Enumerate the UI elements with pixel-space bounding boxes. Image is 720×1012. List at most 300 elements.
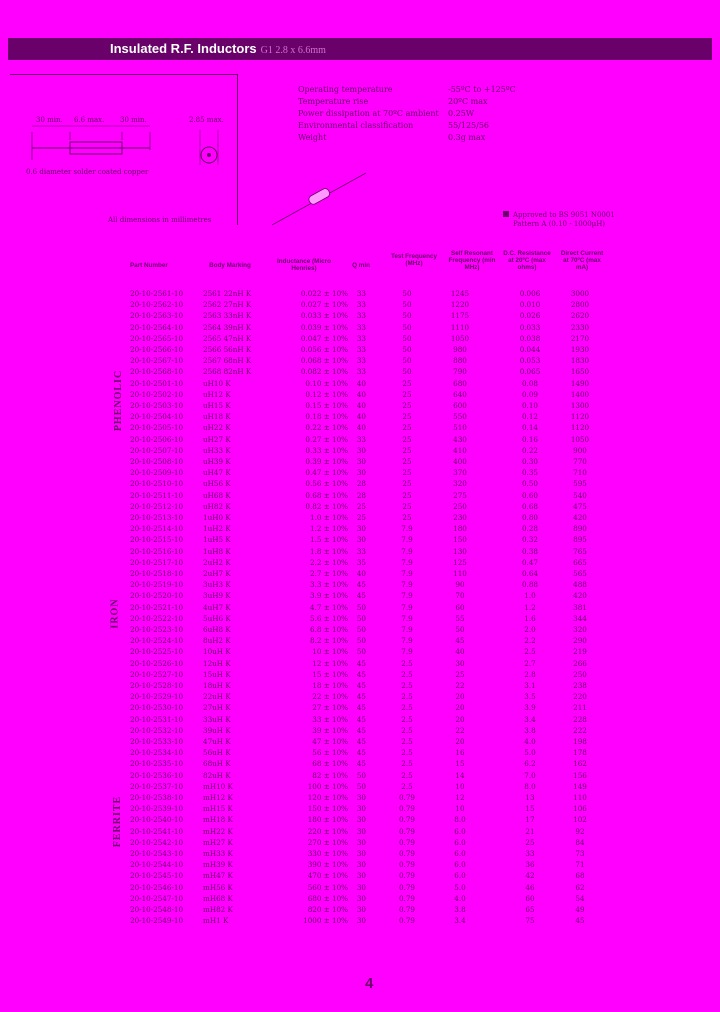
dim-lead-left: 30 min.	[36, 116, 63, 124]
test-frequency-cell: 2.5	[401, 714, 413, 724]
body-marking-cell: 12uH K	[203, 658, 231, 668]
inductance-cell: 1.8 ± 10%	[310, 546, 348, 556]
dc-resistance-cell: 0.010	[519, 300, 541, 310]
dc-resistance-cell: 21	[525, 826, 535, 836]
body-marking-cell: mH1 K	[203, 916, 229, 926]
q-min-cell: 45	[356, 681, 366, 690]
body-marking-cell: uH18 K	[203, 412, 231, 422]
body-marking-cell: 18uH K	[203, 681, 231, 690]
page-subtitle: G1 2.8 x 6.6mm	[260, 45, 326, 56]
q-min-cell: 45	[356, 748, 366, 758]
direct-current-cell: 266	[573, 658, 587, 668]
direct-current-cell: 665	[573, 557, 587, 567]
self-resonant-frequency-cell: 150	[453, 535, 467, 545]
part-number-cell: 20-10-2505-10	[130, 423, 184, 433]
self-resonant-frequency-cell: 3.4	[454, 916, 466, 926]
direct-current-cell: 488	[573, 580, 587, 590]
inductance-cell: 0.056 ± 10%	[300, 345, 348, 354]
direct-current-cell: 540	[573, 490, 587, 500]
test-frequency-cell: 0.79	[398, 882, 415, 892]
test-frequency-cell: 0.79	[398, 837, 415, 847]
dc-resistance-cell: 6.2	[524, 759, 536, 769]
q-min-cell: 33	[356, 367, 366, 377]
self-resonant-frequency-cell: 10	[455, 804, 465, 814]
test-frequency-cell: 25	[402, 401, 412, 410]
dc-resistance-cell: 0.09	[521, 389, 538, 399]
q-min-cell: 33	[356, 546, 366, 556]
inductance-cell: 100 ± 10%	[307, 781, 348, 791]
q-min-cell: 45	[356, 703, 366, 713]
dc-resistance-cell: 0.026	[519, 311, 541, 321]
self-resonant-frequency-cell: 1110	[450, 322, 470, 332]
dc-resistance-cell: 2.8	[524, 669, 536, 679]
direct-current-cell: 92	[575, 826, 585, 836]
body-marking-cell: mH22 K	[203, 826, 233, 836]
self-resonant-frequency-cell: 55	[455, 613, 465, 623]
body-marking-cell: uH15 K	[203, 401, 231, 410]
direct-current-cell: 71	[575, 860, 585, 870]
q-min-cell: 50	[356, 636, 366, 646]
q-min-cell: 45	[356, 692, 366, 702]
q-min-cell: 30	[356, 826, 366, 836]
part-number-cell: 20-10-2538-10	[130, 793, 184, 802]
body-marking-cell: uH22 K	[203, 423, 231, 433]
body-marking-cell: mH33 K	[203, 849, 233, 858]
dc-resistance-cell: 0.80	[521, 513, 538, 522]
col-part-number: Part Number	[130, 262, 168, 269]
direct-current-cell: 84	[575, 837, 585, 847]
inductance-cell: 68 ± 10%	[312, 759, 348, 769]
direct-current-cell: 2620	[570, 311, 590, 321]
part-number-cell: 20-10-2567-10	[130, 356, 184, 366]
dc-resistance-cell: 0.38	[521, 546, 538, 556]
direct-current-cell: 710	[573, 468, 587, 478]
body-marking-cell: uH68 K	[203, 490, 231, 500]
test-frequency-cell: 50	[402, 311, 412, 321]
dc-resistance-cell: 3.8	[524, 725, 536, 735]
test-frequency-cell: 0.79	[398, 849, 415, 858]
body-marking-cell: mH12 K	[203, 793, 233, 802]
self-resonant-frequency-cell: 6.0	[454, 860, 466, 870]
self-resonant-frequency-cell: 40	[455, 647, 465, 657]
dc-resistance-cell: 42	[525, 871, 535, 881]
inductance-cell: 5.6 ± 10%	[310, 613, 348, 623]
q-min-cell: 40	[356, 412, 366, 422]
inductance-cell: 0.068 ± 10%	[300, 356, 348, 366]
approval-square-icon	[503, 211, 509, 217]
direct-current-cell: 3000	[570, 289, 590, 298]
body-marking-cell: 3uH3 K	[203, 580, 231, 590]
dc-resistance-cell: 7.0	[524, 770, 536, 780]
dc-resistance-cell: 3.1	[524, 681, 536, 690]
body-marking-cell: 22uH K	[203, 692, 231, 702]
q-min-cell: 33	[356, 434, 366, 444]
test-frequency-cell: 25	[402, 457, 412, 466]
q-min-cell: 30	[356, 837, 366, 847]
body-marking-cell: 2566 56nH K	[203, 345, 252, 354]
direct-current-cell: 228	[573, 714, 587, 724]
spec-row: Weight 0.3g max	[298, 133, 486, 142]
part-number-cell: 20-10-2562-10	[130, 300, 184, 310]
inductance-cell: 470 ± 10%	[307, 871, 348, 881]
direct-current-cell: 475	[573, 501, 587, 511]
part-number-cell: 20-10-2516-10	[130, 546, 184, 556]
body-marking-cell: 5uH6 K	[203, 613, 231, 623]
body-marking-cell: uH47 K	[203, 468, 231, 478]
inductance-cell: 560 ± 10%	[307, 882, 348, 892]
q-min-cell: 30	[356, 815, 366, 825]
test-frequency-cell: 7.9	[401, 602, 413, 612]
dc-resistance-cell: 13	[525, 793, 535, 802]
body-marking-cell: 47uH K	[203, 737, 231, 746]
body-marking-cell: mH56 K	[203, 882, 233, 892]
direct-current-cell: 49	[575, 905, 585, 914]
inductance-cell: 0.082 ± 10%	[300, 367, 348, 377]
part-number-cell: 20-10-2503-10	[130, 401, 184, 410]
inductance-cell: 0.33 ± 10%	[305, 445, 348, 455]
self-resonant-frequency-cell: 680	[453, 378, 467, 388]
dc-resistance-cell: 15	[525, 804, 535, 814]
inductance-cell: 3.3 ± 10%	[310, 580, 348, 590]
part-number-cell: 20-10-2515-10	[130, 535, 184, 545]
q-min-cell: 40	[356, 401, 366, 410]
direct-current-cell: 2170	[570, 333, 590, 343]
test-frequency-cell: 2.5	[401, 703, 413, 713]
self-resonant-frequency-cell: 180	[453, 524, 467, 534]
inductance-cell: 18 ± 10%	[312, 681, 348, 690]
dc-resistance-cell: 2.2	[524, 636, 536, 646]
part-number-cell: 20-10-2533-10	[130, 737, 184, 746]
inductance-cell: 8.2 ± 10%	[310, 636, 348, 646]
inductance-cell: 0.033 ± 10%	[300, 311, 348, 321]
part-number-cell: 20-10-2530-10	[130, 703, 184, 713]
self-resonant-frequency-cell: 1220	[450, 300, 470, 310]
dc-resistance-cell: 1.0	[524, 591, 536, 601]
test-frequency-cell: 0.79	[398, 905, 415, 914]
direct-current-cell: 222	[573, 725, 587, 735]
page-number: 4	[365, 975, 374, 992]
test-frequency-cell: 50	[402, 322, 412, 332]
q-min-cell: 30	[356, 468, 366, 478]
dc-resistance-cell: 46	[525, 882, 535, 892]
self-resonant-frequency-cell: 275	[453, 490, 467, 500]
dc-resistance-cell: 0.12	[521, 412, 538, 422]
part-number-cell: 20-10-2564-10	[130, 322, 184, 332]
inductance-cell: 39 ± 10%	[312, 725, 348, 735]
self-resonant-frequency-cell: 20	[455, 714, 465, 724]
spec-row: Temperature rise 20ºC max	[298, 97, 488, 106]
part-number-cell: 20-10-2513-10	[130, 513, 184, 522]
dc-resistance-cell: 75	[525, 916, 535, 926]
inductance-cell: 1.5 ± 10%	[310, 535, 348, 545]
dc-resistance-cell: 3.4	[524, 714, 536, 724]
inductance-cell: 0.047 ± 10%	[300, 333, 348, 343]
test-frequency-cell: 2.5	[401, 759, 413, 769]
body-marking-cell: 2568 82nH K	[203, 367, 252, 377]
dc-resistance-cell: 0.50	[521, 479, 538, 489]
self-resonant-frequency-cell: 1245	[450, 289, 470, 298]
direct-current-cell: 381	[573, 602, 587, 612]
self-resonant-frequency-cell: 16	[455, 748, 465, 758]
self-resonant-frequency-cell: 880	[453, 356, 467, 366]
dc-resistance-cell: 0.68	[521, 501, 538, 511]
body-marking-cell: 68uH K	[203, 759, 231, 769]
dc-resistance-cell: 0.32	[521, 535, 538, 545]
direct-current-cell: 770	[573, 457, 587, 466]
q-min-cell: 30	[356, 793, 366, 802]
self-resonant-frequency-cell: 600	[453, 401, 467, 410]
self-resonant-frequency-cell: 400	[453, 457, 467, 466]
direct-current-cell: 110	[573, 793, 587, 802]
test-frequency-cell: 7.9	[401, 636, 413, 646]
test-frequency-cell: 25	[402, 468, 412, 478]
q-min-cell: 50	[356, 602, 366, 612]
inductance-cell: 120 ± 10%	[307, 793, 348, 802]
q-min-cell: 30	[356, 916, 366, 926]
self-resonant-frequency-cell: 22	[455, 681, 465, 690]
self-resonant-frequency-cell: 130	[453, 546, 467, 556]
dc-resistance-cell: 1.2	[524, 602, 536, 612]
q-min-cell: 30	[356, 860, 366, 870]
page-title: Insulated R.F. Inductors G1 2.8 x 6.6mm	[110, 41, 326, 56]
self-resonant-frequency-cell: 110	[453, 569, 467, 578]
part-number-cell: 20-10-2501-10	[130, 378, 184, 388]
test-frequency-cell: 7.9	[401, 647, 413, 657]
inductance-cell: 0.10 ± 10%	[305, 378, 348, 388]
self-resonant-frequency-cell: 22	[455, 725, 465, 735]
q-min-cell: 45	[356, 591, 366, 601]
inductance-cell: 0.15 ± 10%	[305, 401, 348, 410]
direct-current-cell: 45	[575, 916, 585, 926]
q-min-cell: 33	[356, 322, 366, 332]
self-resonant-frequency-cell: 410	[453, 445, 467, 455]
direct-current-cell: 1300	[570, 401, 590, 410]
body-marking-cell: 1uH0 K	[203, 513, 231, 522]
col-dc-resistance: D.C. Resistance at 20ºC (max ohms)	[503, 250, 551, 271]
direct-current-cell: 765	[573, 546, 587, 556]
test-frequency-cell: 2.5	[401, 737, 413, 746]
direct-current-cell: 238	[573, 681, 587, 690]
dc-resistance-cell: 0.22	[521, 445, 538, 455]
q-min-cell: 33	[356, 300, 366, 310]
q-min-cell: 30	[356, 445, 366, 455]
body-marking-cell: 1uH8 K	[203, 546, 231, 556]
inductance-cell: 0.039 ± 10%	[300, 322, 348, 332]
dim-diameter: 2.85 max.	[189, 116, 224, 124]
section-label-ferrite: FERRITE	[112, 795, 124, 848]
dc-resistance-cell: 4.0	[524, 737, 536, 746]
part-number-cell: 20-10-2520-10	[130, 591, 184, 601]
col-self-resonant: Self Resonant Frequency (min MHz)	[448, 250, 496, 271]
inductance-cell: 0.27 ± 10%	[305, 434, 348, 444]
body-marking-cell: mH82 K	[203, 905, 233, 914]
self-resonant-frequency-cell: 510	[453, 423, 467, 433]
self-resonant-frequency-cell: 8.0	[454, 815, 466, 825]
inductance-cell: 0.18 ± 10%	[305, 412, 348, 422]
direct-current-cell: 1050	[570, 434, 590, 444]
test-frequency-cell: 2.5	[401, 725, 413, 735]
part-number-cell: 20-10-2542-10	[130, 837, 184, 847]
part-number-cell: 20-10-2508-10	[130, 457, 184, 466]
part-number-cell: 20-10-2506-10	[130, 434, 184, 444]
section-label-phenolic: PHENOLIC	[113, 369, 125, 432]
dc-resistance-cell: 0.065	[519, 367, 541, 377]
test-frequency-cell: 25	[402, 378, 412, 388]
body-marking-cell: 6uH8 K	[203, 625, 231, 634]
test-frequency-cell: 25	[402, 389, 412, 399]
dc-resistance-cell: 0.64	[521, 569, 538, 578]
body-marking-cell: mH68 K	[203, 893, 233, 903]
test-frequency-cell: 0.79	[398, 826, 415, 836]
test-frequency-cell: 0.79	[398, 860, 415, 870]
q-min-cell: 28	[356, 479, 366, 489]
q-min-cell: 30	[356, 804, 366, 814]
body-marking-cell: 2uH2 K	[203, 557, 231, 567]
col-test-frequency: Test Frequency (MHz)	[390, 253, 438, 267]
inductance-cell: 390 ± 10%	[307, 860, 348, 870]
body-marking-cell: 2561 22nH K	[203, 289, 252, 298]
part-number-cell: 20-10-2521-10	[130, 602, 184, 612]
part-number-cell: 20-10-2536-10	[130, 770, 184, 780]
part-number-cell: 20-10-2540-10	[130, 815, 184, 825]
q-min-cell: 30	[356, 893, 366, 903]
test-frequency-cell: 25	[402, 513, 412, 522]
body-marking-cell: 3uH9 K	[203, 591, 231, 601]
self-resonant-frequency-cell: 250	[453, 501, 467, 511]
q-min-cell: 45	[356, 580, 366, 590]
inductance-cell: 0.022 ± 10%	[300, 289, 348, 298]
part-number-cell: 20-10-2525-10	[130, 647, 184, 657]
self-resonant-frequency-cell: 790	[453, 367, 467, 377]
q-min-cell: 50	[356, 781, 366, 791]
self-resonant-frequency-cell: 125	[453, 557, 467, 567]
body-marking-cell: 2565 47nH K	[203, 333, 252, 343]
self-resonant-frequency-cell: 30	[455, 658, 465, 668]
col-q-min: Q min	[352, 262, 370, 269]
dc-resistance-cell: 2.5	[524, 647, 536, 657]
direct-current-cell: 900	[573, 445, 587, 455]
body-marking-cell: mH10 K	[203, 781, 233, 791]
direct-current-cell: 2800	[570, 300, 590, 310]
inductor-illustration	[270, 170, 370, 230]
q-min-cell: 50	[356, 770, 366, 780]
direct-current-cell: 1120	[570, 412, 590, 422]
self-resonant-frequency-cell: 370	[453, 468, 467, 478]
part-number-cell: 20-10-2535-10	[130, 759, 184, 769]
dim-body: 6.6 max.	[74, 116, 105, 124]
inductance-cell: 15 ± 10%	[312, 669, 348, 679]
q-min-cell: 33	[356, 333, 366, 343]
direct-current-cell: 250	[573, 669, 587, 679]
self-resonant-frequency-cell: 6.0	[454, 871, 466, 881]
direct-current-cell: 290	[573, 636, 587, 646]
part-number-cell: 20-10-2509-10	[130, 468, 184, 478]
part-number-cell: 20-10-2524-10	[130, 636, 184, 646]
inductance-cell: 1000 ± 10%	[303, 916, 348, 926]
body-marking-cell: 33uH K	[203, 714, 231, 724]
self-resonant-frequency-cell: 12	[455, 793, 465, 802]
body-marking-cell: uH12 K	[203, 389, 231, 399]
inductance-cell: 56 ± 10%	[312, 748, 348, 758]
dc-resistance-cell: 65	[525, 905, 535, 914]
col-direct-current: Direct Current at 70ºC (max mA)	[560, 250, 604, 271]
dc-resistance-cell: 0.08	[521, 378, 538, 388]
body-marking-cell: uH27 K	[203, 434, 231, 444]
self-resonant-frequency-cell: 320	[453, 479, 467, 489]
q-min-cell: 25	[356, 501, 366, 511]
part-number-cell: 20-10-2514-10	[130, 524, 184, 534]
test-frequency-cell: 50	[402, 345, 412, 354]
direct-current-cell: 420	[573, 513, 587, 522]
body-marking-cell: mH39 K	[203, 860, 233, 870]
test-frequency-cell: 25	[402, 479, 412, 489]
q-min-cell: 30	[356, 535, 366, 545]
inductance-cell: 82 ± 10%	[312, 770, 348, 780]
part-number-cell: 20-10-2543-10	[130, 849, 184, 858]
inductance-cell: 0.82 ± 10%	[305, 501, 348, 511]
dc-resistance-cell: 25	[525, 837, 535, 847]
part-number-cell: 20-10-2523-10	[130, 625, 184, 634]
test-frequency-cell: 25	[402, 434, 412, 444]
col-inductance: Inductance (Micro Henries)	[277, 258, 331, 272]
inductance-cell: 10 ± 10%	[312, 647, 348, 657]
q-min-cell: 50	[356, 613, 366, 623]
test-frequency-cell: 50	[402, 300, 412, 310]
q-min-cell: 40	[356, 378, 366, 388]
body-marking-cell: mH27 K	[203, 837, 233, 847]
dc-resistance-cell: 5.0	[524, 748, 536, 758]
self-resonant-frequency-cell: 25	[455, 669, 465, 679]
direct-current-cell: 54	[575, 893, 585, 903]
test-frequency-cell: 25	[402, 501, 412, 511]
direct-current-cell: 178	[573, 748, 587, 758]
inductance-cell: 22 ± 10%	[312, 692, 348, 702]
direct-current-cell: 565	[573, 569, 587, 578]
part-number-cell: 20-10-2512-10	[130, 501, 184, 511]
part-number-cell: 20-10-2565-10	[130, 333, 184, 343]
test-frequency-cell: 25	[402, 412, 412, 422]
q-min-cell: 45	[356, 669, 366, 679]
part-number-cell: 20-10-2529-10	[130, 692, 184, 702]
body-marking-cell: mH18 K	[203, 815, 233, 825]
part-number-cell: 20-10-2545-10	[130, 871, 184, 881]
test-frequency-cell: 7.9	[401, 535, 413, 545]
self-resonant-frequency-cell: 45	[455, 636, 465, 646]
part-number-cell: 20-10-2518-10	[130, 569, 184, 578]
q-min-cell: 30	[356, 905, 366, 914]
body-marking-cell: 2562 27nH K	[203, 300, 252, 310]
self-resonant-frequency-cell: 230	[453, 513, 467, 522]
part-number-cell: 20-10-2527-10	[130, 669, 184, 679]
spec-row: Operating temperature -55ºC to +125ºC	[298, 85, 516, 94]
q-min-cell: 40	[356, 423, 366, 433]
self-resonant-frequency-cell: 640	[453, 389, 467, 399]
inductance-cell: 820 ± 10%	[307, 905, 348, 914]
test-frequency-cell: 2.5	[401, 658, 413, 668]
q-min-cell: 30	[356, 882, 366, 892]
body-marking-cell: 39uH K	[203, 725, 231, 735]
inductance-cell: 3.9 ± 10%	[310, 591, 348, 601]
q-min-cell: 30	[356, 457, 366, 466]
q-min-cell: 45	[356, 737, 366, 746]
inductance-cell: 47 ± 10%	[312, 737, 348, 746]
inductance-cell: 2.7 ± 10%	[310, 569, 348, 578]
inductance-cell: 0.47 ± 10%	[305, 468, 348, 478]
inductance-cell: 270 ± 10%	[307, 837, 348, 847]
q-min-cell: 30	[356, 849, 366, 858]
direct-current-cell: 149	[573, 781, 587, 791]
dc-resistance-cell: 0.038	[519, 333, 541, 343]
